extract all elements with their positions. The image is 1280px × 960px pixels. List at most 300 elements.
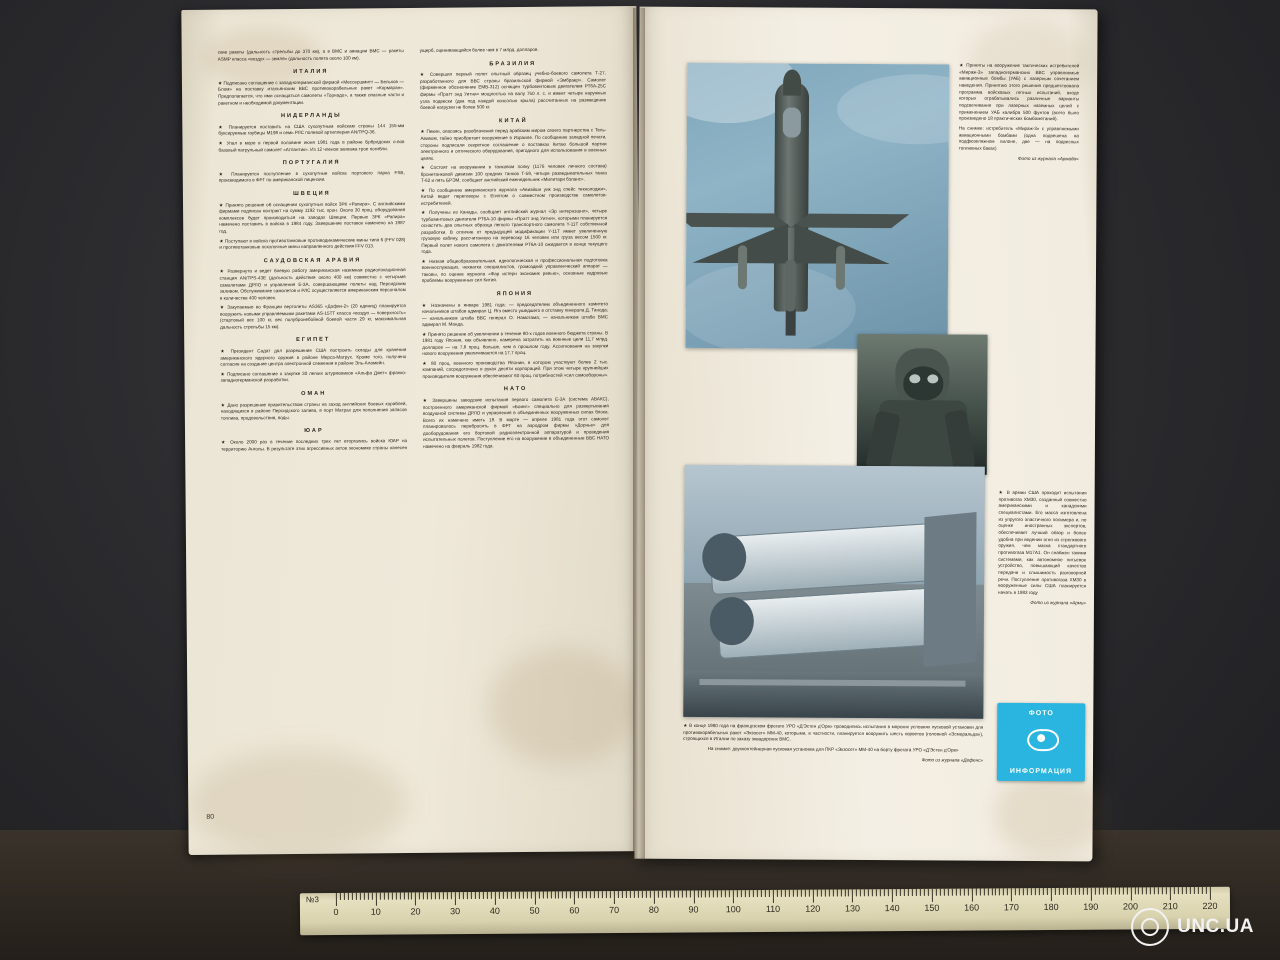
ruler-tick-minor bbox=[527, 892, 528, 899]
ruler-tick-minor bbox=[908, 889, 909, 896]
ruler-tick-minor bbox=[920, 889, 921, 896]
section-heading: ИТАЛИЯ bbox=[293, 68, 329, 76]
news-item: ★ Развернута и ведет боевую работу американская наземная радиолокационная станция АN/ТРS-43Е (дальность действия около 400 км) совместно с четырьмя самолетами ДРЛО и управления Е-3А, совершающими полеты над Персидским заливом. Обслуживание самолетов и РЛС осуществляется американским персоналом в количестве 400 человек. bbox=[219, 267, 406, 301]
ruler-tick-minor bbox=[805, 890, 806, 897]
ruler-tick-minor bbox=[1027, 888, 1028, 895]
ruler-tick-minor bbox=[753, 890, 754, 897]
section-heading: НАТО bbox=[503, 386, 528, 393]
ruler-tick-major bbox=[415, 892, 416, 905]
ruler-tick-minor bbox=[924, 889, 925, 896]
ruler-tick-minor bbox=[1031, 888, 1032, 895]
ruler-tick-minor bbox=[427, 892, 428, 899]
foto-information-badge bbox=[997, 703, 1085, 782]
ruler-tick-minor bbox=[749, 890, 750, 897]
ruler-tick-minor bbox=[610, 891, 611, 898]
photo-exocet-launcher bbox=[683, 465, 985, 719]
ruler-tick-minor bbox=[948, 889, 949, 896]
ruler-tick-minor bbox=[689, 891, 690, 898]
news-item: ★ Завершены заводские испытания первого самолета Е-3А (система АВАКС), построенного американской фирмой «Боинг» специально для развертывания воздушной системы ДРЛО и управления в объединенных вооруженных силах блока. Всего их намечено иметь 18. В марте — апреле 1981 года этот самолет планировалось перебросить в ФРГ на аэродром фирмы «Дорнье» для дооборудования его бортовой радиоэлектронной аппаратурой и проведения испытательных полетов. Поступление его на вооружение в объединенные ВВС НАТО намечено на февраль 1982 года. bbox=[422, 396, 610, 449]
ruler-tick-minor bbox=[395, 893, 396, 900]
ruler-tick-minor bbox=[1039, 888, 1040, 895]
ruler-tick-minor bbox=[499, 892, 500, 899]
ruler-number: 40 bbox=[489, 905, 500, 916]
ruler-tick-minor bbox=[944, 889, 945, 896]
ruler-tick-minor bbox=[1146, 887, 1147, 894]
page-number: 80 bbox=[206, 813, 215, 821]
ruler-tick-minor bbox=[916, 889, 917, 896]
ruler-number: 60 bbox=[569, 905, 580, 916]
missile-credit: Фото из журнала «Дефенс» bbox=[921, 756, 984, 763]
ruler-tick-minor bbox=[618, 891, 619, 898]
ruler-tick-minor bbox=[1182, 887, 1183, 894]
ruler-tick-minor bbox=[872, 889, 873, 896]
ruler-tick-minor bbox=[1087, 888, 1088, 895]
news-item: ★ Назначены в январе 1981 года: — председателем объединенного комитета начальников штабов адмирал Ц. Ягэ вместо ушедшего в отставку генерала Д. Танода; — начальником штаба ВВС генерал О. Намотама; — начальником штаба ВМС адмирал М. Манда. bbox=[421, 301, 609, 328]
news-item: ★ Дано разрешение правительством страны на заход английских боевых кораблей, находящихся в районе Персидского залива, в порт Матрах для пополнения запасов топлива, продовольствия, воды. bbox=[220, 400, 407, 421]
ruler-tick-minor bbox=[817, 890, 818, 897]
ruler-tick-minor bbox=[991, 888, 992, 895]
ruler-tick-minor bbox=[928, 889, 929, 896]
section-heading: ЮАР bbox=[304, 427, 324, 435]
ruler-tick-major bbox=[773, 890, 774, 903]
ruler-tick-minor bbox=[630, 891, 631, 898]
ruler-tick-minor bbox=[471, 892, 472, 899]
ruler-tick-minor bbox=[793, 890, 794, 897]
ruler-tick-minor bbox=[1063, 888, 1064, 895]
ruler-tick-minor bbox=[713, 890, 714, 897]
ruler-tick-minor bbox=[531, 892, 532, 899]
ruler-tick-minor bbox=[491, 892, 492, 899]
ruler-tick-minor bbox=[586, 891, 587, 898]
ruler-tick-minor bbox=[1154, 887, 1155, 894]
jet-photo-credit: Фото из журнала «Армада» bbox=[1017, 155, 1079, 161]
ruler-tick-minor bbox=[558, 891, 559, 898]
ruler-tick-minor bbox=[1083, 888, 1084, 895]
ruler-tick-minor bbox=[511, 892, 512, 899]
open-magazine bbox=[185, 8, 1095, 863]
ruler-tick-minor bbox=[809, 890, 810, 897]
ruler-number: 170 bbox=[1003, 902, 1019, 913]
ruler-tick-minor bbox=[979, 888, 980, 895]
news-item: ★ Планируется поступление в сухопутные войска портового парка FSB, производимого в ФРГ по американской лицензии. bbox=[218, 170, 405, 184]
ruler-tick-minor bbox=[1007, 888, 1008, 895]
ruler-tick-major bbox=[1011, 888, 1012, 901]
news-item: ★ Принято решение об увеличении в течение 80-х годов военного бюджета страны. В 1981 году Япония, как объявлено, намерена затратить на военные цели 11,7 млрд. долларов — на 7,8 проц. больше, чем в прошлом году. Ассигнования на закупки нового вооружения увеличиваются на 17,7 проц. bbox=[422, 330, 609, 357]
magazine-gutter bbox=[633, 8, 645, 860]
ruler-tick-minor bbox=[987, 888, 988, 895]
ruler-tick-minor bbox=[419, 892, 420, 899]
ruler-tick-minor bbox=[634, 891, 635, 898]
ruler-tick-minor bbox=[1095, 888, 1096, 895]
left-page-top-fragment: ские ракеты (дальность стрельбы до 370 км), а в ВМС и авиации ВМС — ракеты АSМР класса «воздух — земля» (дальность полета около 100 км). bbox=[217, 48, 404, 62]
section-heading: ПОРТУГАЛИЯ bbox=[282, 159, 341, 167]
ruler-tick-minor bbox=[912, 889, 913, 896]
ruler-tick-minor bbox=[368, 893, 369, 900]
ruler-number: 100 bbox=[725, 904, 741, 915]
ruler-number: 20 bbox=[410, 906, 421, 917]
right-page-body bbox=[645, 33, 1090, 836]
ruler-tick-minor bbox=[515, 892, 516, 899]
ruler-tick-minor bbox=[681, 891, 682, 898]
ruler-tick-minor bbox=[888, 889, 889, 896]
ruler-tick-major bbox=[495, 892, 496, 905]
ruler-tick-minor bbox=[685, 891, 686, 898]
ruler-tick-major bbox=[1051, 888, 1052, 901]
ruler-tick-minor bbox=[352, 893, 353, 900]
ruler-tick-major bbox=[892, 889, 893, 902]
ruler-tick-minor bbox=[705, 890, 706, 897]
ruler-tick-minor bbox=[832, 890, 833, 897]
jet-photo-caption: На снимке: истребитель «Мираж-3» с управляемыми авиационными бомбами (одна подвешена на подфюзеляжном пилоне, две — на подвесных топливных баках) bbox=[958, 125, 1079, 151]
ruler-tick-minor bbox=[650, 891, 651, 898]
ruler-tick-minor bbox=[1067, 888, 1068, 895]
ruler-tick-minor bbox=[956, 889, 957, 896]
news-item: ★ Планируется поставить на США сухопутным войскам страны 144 155-мм буксируемые гаубицы М198 и семь РЛС полевой артиллерии АN/ТРQ-36. bbox=[218, 123, 405, 137]
news-item: ★ Закупаемые во Франции вертолеты AS365 «Дофин-2» (20 единиц) планируется вооружить новыми управляемыми ракетами АS-15ТТ класса «воздух — поверхность» (стартовый вес 100 кг, вес полубронебойной боевой части 29 кг, максимальная дальность стрельбы 15 км). bbox=[219, 303, 407, 330]
ruler-tick-minor bbox=[487, 892, 488, 899]
ruler-tick-minor bbox=[519, 892, 520, 899]
ruler-tick-minor bbox=[423, 892, 424, 899]
unc-logo-icon bbox=[1131, 908, 1169, 946]
eye-pupil-icon bbox=[1037, 734, 1045, 742]
ruler-tick-minor bbox=[868, 889, 869, 896]
ruler-tick-minor bbox=[542, 892, 543, 899]
ruler-tick-minor bbox=[562, 891, 563, 898]
ruler-tick-minor bbox=[670, 891, 671, 898]
ruler-tick-minor bbox=[431, 892, 432, 899]
ruler-tick-minor bbox=[475, 892, 476, 899]
ruler-tick-minor bbox=[709, 890, 710, 897]
magazine-right-page bbox=[634, 7, 1097, 862]
ruler-tick-minor bbox=[769, 890, 770, 897]
ruler-tick-major bbox=[1091, 888, 1092, 901]
section-heading: ШВЕЦИЯ bbox=[293, 190, 331, 198]
ruler-tick-minor bbox=[523, 892, 524, 899]
ruler-number: 120 bbox=[805, 903, 821, 914]
ruler-tick-major bbox=[1170, 887, 1171, 900]
badge-line-2: ИНФОРМАЦИЯ bbox=[1009, 767, 1073, 776]
ruler-tick-minor bbox=[836, 889, 837, 896]
ruler-tick-minor bbox=[1114, 888, 1115, 895]
missile-caption: На снимке: двухконтейнерная пусковая установка для ПКР «Экзосет» ММ-40 на борту фрегата УРО «Д'Эстен д'Орв» bbox=[707, 746, 959, 753]
ruler-tick-minor bbox=[566, 891, 567, 898]
photo-mirage-fighter bbox=[686, 63, 950, 350]
ruler-number: 70 bbox=[609, 905, 620, 916]
gas-mask-paragraph: ★ В армии США проходит испытания противогаз ХМ30, созданный совместно американскими и канадскими специалистами. Его масса изготовлена из упругого эластичного полимера и, по оценке иностранных экспертов, обеспечивает лучший обзор и более удобна при ведении огня из стрелкового оружия, чем маска стандартного противогаза М17А1. Он снабжен такими системами, как автономное питьевое устройство, повышающий качество передачи и слышимость разговорной речи. Поступление противогаза ХМ30 в вооруженные силы США планируется начать в 1983 году bbox=[998, 489, 1087, 595]
ruler-tick-minor bbox=[411, 892, 412, 899]
ruler-tick-minor bbox=[1138, 887, 1139, 894]
ruler-tick-minor bbox=[1158, 887, 1159, 894]
ruler-tick-minor bbox=[1178, 887, 1179, 894]
ruler-tick-minor bbox=[1071, 888, 1072, 895]
section-heading: ОМАН bbox=[301, 390, 327, 397]
measuring-ruler bbox=[300, 887, 1230, 935]
ruler-tick-minor bbox=[554, 891, 555, 898]
ruler-tick-minor bbox=[1059, 888, 1060, 895]
ruler-tick-minor bbox=[646, 891, 647, 898]
ruler-tick-minor bbox=[745, 890, 746, 897]
news-item: ★ По сообщению американского журнала «Авиэйшн уик энд спейс текнолоджи», Китай ведет переговоры с Египтом о совместном производстве самолетов-истребителей. bbox=[420, 185, 607, 206]
ruler-tick-major bbox=[733, 890, 734, 903]
news-item: ★ Принято решение об оснащении сухопутных войск ЗРК «Рапира». С английскими фирмами подписан контракт на сумму 1192 тыс. крон. Около 30 проц. оборудования комплексов будет производиться на заводах Швеции. Первые ЗРК «Рапира» намечено поставить в войска в 1984 году. Завершение поставок намечено на 1987 год. bbox=[219, 200, 406, 234]
ruler-tick-minor bbox=[1035, 888, 1036, 895]
ruler-tick-minor bbox=[821, 890, 822, 897]
ruler-tick-minor bbox=[399, 893, 400, 900]
gas-mask-text-block bbox=[998, 490, 1087, 610]
ruler-tick-minor bbox=[1043, 888, 1044, 895]
ruler-tick-minor bbox=[1047, 888, 1048, 895]
badge-line-1: ФОТО bbox=[1028, 709, 1054, 718]
ruler-number: 200 bbox=[1122, 901, 1139, 912]
ruler-tick-major bbox=[932, 889, 933, 902]
ruler-tick-minor bbox=[717, 890, 718, 897]
ruler-tick-minor bbox=[1150, 887, 1151, 894]
ruler-tick-minor bbox=[507, 892, 508, 899]
ruler-tick-major bbox=[336, 893, 337, 906]
ruler-number: 30 bbox=[450, 906, 461, 917]
ruler-tick-minor bbox=[848, 889, 849, 896]
news-item: ★ Подписано соглашение о закупке 30 легких штурмовиков «Альфа Джет» франко-западногерманской разработки. bbox=[220, 369, 407, 383]
ruler-tick-minor bbox=[364, 893, 365, 900]
ruler-tick-minor bbox=[729, 890, 730, 897]
ruler-tick-minor bbox=[602, 891, 603, 898]
ruler-tick-minor bbox=[435, 892, 436, 899]
ruler-tick-minor bbox=[662, 891, 663, 898]
ruler-tick-minor bbox=[952, 889, 953, 896]
ruler-number: 220 bbox=[1202, 900, 1218, 911]
photo-gas-mask-soldier bbox=[857, 334, 988, 475]
uab-news-paragraph: ★ Приняты на вооружение тактических истребителей «Мираж-3» западногерманских ВВС управляемые авиационные бомбы (УАБ) с лазерным сочетанием наведения. Принятию этого решения предшествовала программа войсковых летных испытаний, входе которых отрабатывались различные варианты подсвечивания при лазерных наземных целей с применением УАБ калибра 500 фунтов (всего было произведено 18 практических бомбометаний). bbox=[958, 62, 1080, 122]
ruler-tick-minor bbox=[737, 890, 738, 897]
ruler-number: 0 bbox=[333, 906, 339, 918]
ruler-tick-minor bbox=[1174, 887, 1175, 894]
watermark bbox=[1131, 908, 1254, 946]
ruler-tick-minor bbox=[658, 891, 659, 898]
ruler-tick-minor bbox=[626, 891, 627, 898]
ruler-tick-minor bbox=[451, 892, 452, 899]
ruler-tick-minor bbox=[940, 889, 941, 896]
news-item: ★ Низкая общеобразовательная, идеологическая и профессиональная подготовка военнослужащих, нехватка специалистов, громоздкий управленческий аппарат — таковы, по оценке журнала «Фар истерн экономик ревью», основные кадровые проблемы вооруженных сил Китая. bbox=[421, 257, 608, 284]
ruler-tick-minor bbox=[407, 892, 408, 899]
ruler-tick-major bbox=[614, 891, 615, 904]
ruler-number: 110 bbox=[765, 903, 781, 914]
section-heading: БРАЗИЛИЯ bbox=[489, 60, 537, 67]
ruler-tick-minor bbox=[1126, 887, 1127, 894]
ruler-tick-major bbox=[376, 893, 377, 906]
ruler-tick-minor bbox=[550, 891, 551, 898]
ruler-tick-minor bbox=[447, 892, 448, 899]
news-item: ★ Упал в море в первой половине июня 1981 года в районе Брбрадских о-вов базовый патрульный самолет «Атлантик». Из 12 членов экипажа трое погибли. bbox=[218, 139, 405, 153]
ruler-tick-minor bbox=[1023, 888, 1024, 895]
ruler-tick-minor bbox=[785, 890, 786, 897]
ruler-number: 150 bbox=[924, 902, 940, 913]
ruler-tick-minor bbox=[1134, 887, 1135, 894]
ruler-tick-minor bbox=[598, 891, 599, 898]
ruler-tick-minor bbox=[570, 891, 571, 898]
section-heading: ЯПОНИЯ bbox=[496, 290, 534, 298]
ruler-tick-minor bbox=[666, 891, 667, 898]
ruler-tick-minor bbox=[840, 889, 841, 896]
ruler-tick-minor bbox=[1142, 887, 1143, 894]
ruler-tick-minor bbox=[1103, 888, 1104, 895]
ruler-tick-minor bbox=[503, 892, 504, 899]
news-item: ★ 80 проц. военного производства Японии, в котором участвуют более 2 тыс. компаний, сосредоточено в руках десяти корпораций. При этом четыре крупнейших производителя вооружения обеспечивают 60 проц. потребностей «сил самообороны». bbox=[422, 359, 609, 379]
ruler-tick-minor bbox=[697, 890, 698, 897]
news-item: ★ Состоят на вооружении в танковом полку (1176 человек личного состава) бронетанковой дивизии 100 средних танков Т-59, четыре разведывательных танка Т-62 и пять БРЭМ, сообщает английский еженедельник «Милитари бэланс». bbox=[420, 163, 607, 184]
ruler-tick-minor bbox=[864, 889, 865, 896]
ruler-tick-minor bbox=[801, 890, 802, 897]
ruler-tick-minor bbox=[860, 889, 861, 896]
ruler-number: 130 bbox=[844, 903, 860, 914]
ruler-tick-minor bbox=[403, 893, 404, 900]
ruler-tick-minor bbox=[995, 888, 996, 895]
ruler-tick-minor bbox=[1111, 888, 1112, 895]
ruler-tick-minor bbox=[701, 890, 702, 897]
ruler-tick-minor bbox=[797, 890, 798, 897]
ruler-tick-minor bbox=[1107, 888, 1108, 895]
ruler-tick-minor bbox=[590, 891, 591, 898]
ruler-tick-minor bbox=[721, 890, 722, 897]
ruler-tick-minor bbox=[483, 892, 484, 899]
ruler-tick-minor bbox=[884, 889, 885, 896]
ruler-tick-minor bbox=[360, 893, 361, 900]
ruler-tick-minor bbox=[638, 891, 639, 898]
ruler-tick-minor bbox=[463, 892, 464, 899]
ruler-tick-minor bbox=[467, 892, 468, 899]
ruler-tick-minor bbox=[1122, 887, 1123, 894]
news-item: ★ Около 2000 раз в течение последних трех лет вторгались войска ЮАР на территорию Анголы. В результате этих агрессивных актов экономике страны нанесен ущерб, оценивающийся более чем в 7 млрд. долларов. bbox=[221, 46, 539, 452]
ruler-tick-minor bbox=[578, 891, 579, 898]
ruler-tick-minor bbox=[936, 889, 937, 896]
ruler-tick-minor bbox=[1099, 888, 1100, 895]
ruler-tick-minor bbox=[380, 893, 381, 900]
ruler-tick-minor bbox=[789, 890, 790, 897]
ruler-tick-minor bbox=[479, 892, 480, 899]
ruler-tick-minor bbox=[348, 893, 349, 900]
ruler-tick-major bbox=[693, 890, 694, 903]
ruler-tick-minor bbox=[900, 889, 901, 896]
ruler-tick-major bbox=[1130, 887, 1131, 900]
ruler-tick-minor bbox=[757, 890, 758, 897]
ruler-tick-minor bbox=[876, 889, 877, 896]
ruler-tick-minor bbox=[1206, 887, 1207, 894]
ruler-tick-minor bbox=[1190, 887, 1191, 894]
ruler-tick-minor bbox=[777, 890, 778, 897]
ruler-tick-minor bbox=[844, 889, 845, 896]
ruler-tick-minor bbox=[761, 890, 762, 897]
ruler-number: 50 bbox=[529, 905, 540, 916]
ruler-tick-minor bbox=[725, 890, 726, 897]
news-item: ★ Пекин, опасаясь разоблачения перед арабским миром своего партнерства с Тель-Авивом, тайно приобретает вооружение в Израиле. По сообщению западной печати, стороны подписали секретное соглашение о поставках Китаю большой партии электронного и оптического оборудования, пригодного для использования в военных целях. bbox=[420, 127, 607, 161]
ruler-tick-major bbox=[455, 892, 456, 905]
ruler-tick-major bbox=[852, 889, 853, 902]
ruler-tick-minor bbox=[1194, 887, 1195, 894]
ruler-tick-minor bbox=[880, 889, 881, 896]
ruler-tick-minor bbox=[765, 890, 766, 897]
ruler-tick-minor bbox=[622, 891, 623, 898]
ruler-tick-minor bbox=[1079, 888, 1080, 895]
ruler-tick-minor bbox=[538, 892, 539, 899]
ruler-tick-minor bbox=[781, 890, 782, 897]
ruler-number: 160 bbox=[964, 902, 980, 913]
section-heading: ЕГИПЕТ bbox=[296, 336, 331, 344]
ruler-tick-minor bbox=[999, 888, 1000, 895]
ruler-tick-minor bbox=[344, 893, 345, 900]
ruler-tick-major bbox=[971, 889, 972, 902]
ruler-tick-minor bbox=[1015, 888, 1016, 895]
news-item: ★ Президент Садат дал разрешение США построить склады для хранения американского ядерного оружия в районе Мерса-Матрух. Кроме того, получено согласие на создание центра электронной слежения в районе Эль-Аламейн. bbox=[220, 347, 407, 367]
ruler-tick-minor bbox=[1166, 887, 1167, 894]
news-item: ★ Поступают в войска противотанковые противодинамические мины типа 6 (FFV 028) и противотанковые осколочные мины направленного действия FFV 013. bbox=[219, 236, 406, 250]
ruler-number: 190 bbox=[1083, 901, 1099, 912]
news-item: ★ Подписано соглашение с западногерманской фирмой «Мессершмитт — Бельков — Блом» на поставку итальянским ВВС противокорабельных ракет «Кормаран». Предполагается, что ими оснащаться самолеты «Торнадо», а также опасные части и ракетном и необходимой документации. bbox=[217, 79, 405, 106]
ruler-number: 10 bbox=[370, 906, 381, 917]
ruler-tick-minor bbox=[896, 889, 897, 896]
ruler-tick-minor bbox=[964, 889, 965, 896]
ruler-tick-minor bbox=[824, 890, 825, 897]
ruler-tick-minor bbox=[904, 889, 905, 896]
ruler-tick-minor bbox=[388, 893, 389, 900]
ruler-tick-minor bbox=[459, 892, 460, 899]
ruler-tick-minor bbox=[1162, 887, 1163, 894]
ruler-tick-minor bbox=[983, 888, 984, 895]
ruler-tick-major bbox=[813, 890, 814, 903]
ruler-tick-minor bbox=[741, 890, 742, 897]
left-page-columns bbox=[218, 46, 610, 454]
ruler-tick-minor bbox=[582, 891, 583, 898]
magazine-left-page bbox=[181, 6, 643, 855]
ruler-number: 180 bbox=[1043, 901, 1059, 913]
ruler-label: №3 bbox=[305, 895, 319, 905]
ruler-tick-minor bbox=[975, 889, 976, 896]
section-heading: КИТАЙ bbox=[498, 117, 528, 124]
ruler-tick-minor bbox=[960, 889, 961, 896]
ruler-tick-minor bbox=[1055, 888, 1056, 895]
left-page-body bbox=[218, 46, 613, 819]
ruler-tick-major bbox=[654, 891, 655, 904]
ruler-number: 90 bbox=[688, 904, 699, 915]
ruler-number: 210 bbox=[1162, 901, 1178, 912]
watermark-text: UNC.UA bbox=[1177, 916, 1254, 937]
ruler-tick-minor bbox=[594, 891, 595, 898]
ruler-tick-minor bbox=[384, 893, 385, 900]
ruler-tick-major bbox=[574, 891, 575, 904]
missile-text-block bbox=[683, 723, 983, 767]
ruler-tick-minor bbox=[968, 889, 969, 896]
ruler-tick-minor bbox=[1198, 887, 1199, 894]
ruler-tick-minor bbox=[443, 892, 444, 899]
ruler-tick-minor bbox=[1019, 888, 1020, 895]
right-column-text-block bbox=[959, 63, 1080, 166]
ruler-tick-minor bbox=[439, 892, 440, 899]
gas-mask-credit: Фото из журнала «Арми» bbox=[1030, 599, 1086, 605]
ruler-tick-minor bbox=[1202, 887, 1203, 894]
ruler-tick-minor bbox=[677, 891, 678, 898]
ruler-tick-minor bbox=[356, 893, 357, 900]
ruler-tick-minor bbox=[674, 891, 675, 898]
ruler-tick-minor bbox=[642, 891, 643, 898]
missile-paragraph: ★ В конце 1980 года на французском фрегате УРО «Д'Эстен д'Орв» проводились испытания в морских условиях пусковой установки для противокорабельных ракет «Экзосет» ММ-40, которыми, в частности, планируется вооружить шесть корветов (головной «Эсмеральда»), строящихся в Италии по заказу эквадорских ВМС. bbox=[683, 722, 984, 742]
ruler-tick-major bbox=[1210, 887, 1211, 900]
ruler-tick-minor bbox=[340, 893, 341, 900]
ruler-tick-minor bbox=[606, 891, 607, 898]
news-item: ★ Совершил первый полет опытный образец учебно-боевого самолета Т-27, разработанного для ВВС страны бразильской фирмой «Эмбраер». Самолет (фирменное обозначение ЕМВ-312) оснащен турбовинтовым двигателем РТ6А-25С фирмы «Пратт энд Уитни» мощностью на валу 750 л. с. и имеет четыре наружных узла подвески (два под каждой консолью крыла) рассчитанных на размещение боевой нагрузки не более 500 кг. bbox=[419, 70, 607, 110]
ruler-tick-minor bbox=[856, 889, 857, 896]
section-heading: САУДОВСКАЯ АРАВИЯ bbox=[263, 256, 362, 264]
ruler-tick-minor bbox=[546, 892, 547, 899]
section-heading: НИДЕРЛАНДЫ bbox=[280, 112, 342, 120]
ruler-tick-minor bbox=[828, 890, 829, 897]
